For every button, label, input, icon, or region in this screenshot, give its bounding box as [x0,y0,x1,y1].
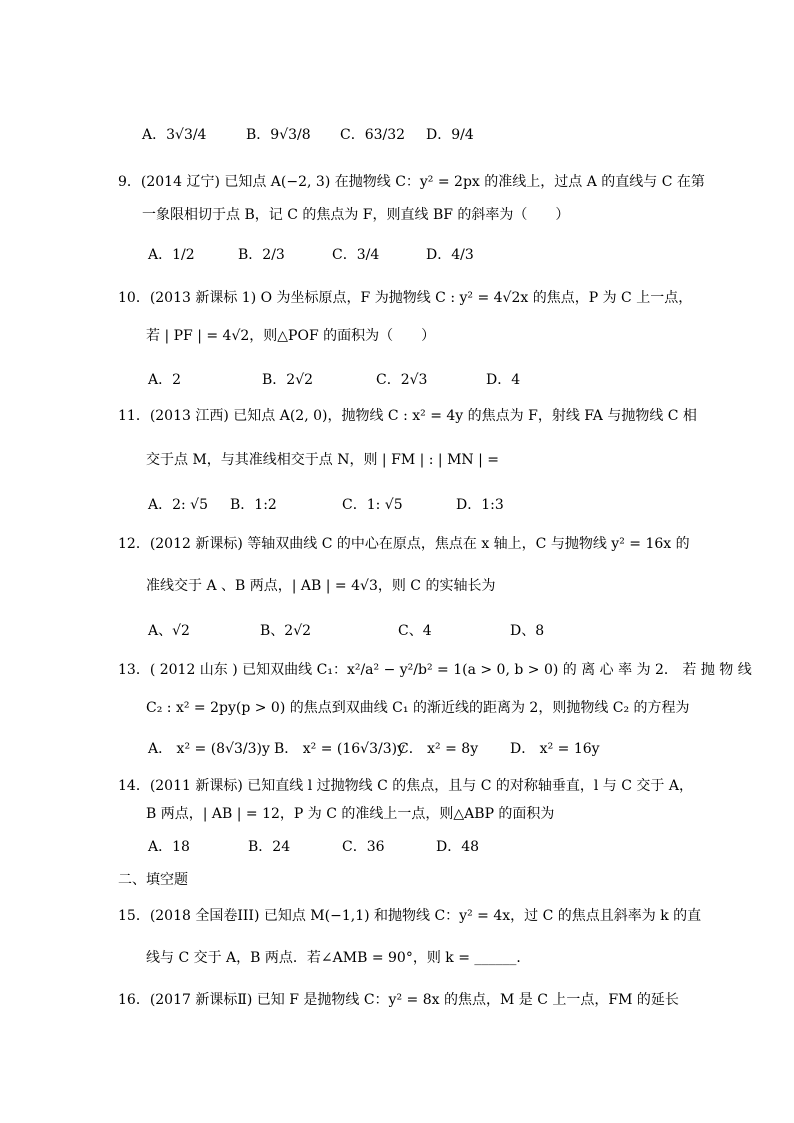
q10-option-b: B．2√2 [262,372,314,388]
q9-line2: 一象限相切于点 B，记 C 的焦点为 F，则直线 BF 的斜率为（ ） [142,207,570,223]
q12-line2: 准线交于 A 、B 两点，| AB | = 4√3，则 C 的实轴长为 [146,578,496,594]
q9-option-b: B．2/3 [238,247,285,263]
q12-option-a: A、√2 [148,623,190,639]
q12-option-c: C、4 [398,623,432,639]
q10-option-a: A．2 [148,372,182,388]
q14-option-b: B．24 [248,839,291,855]
q14-option-d: D．48 [436,839,480,855]
q10-line2: 若 | PF | = 4√2，则△POF 的面积为（ ） [146,328,436,344]
section-heading-fill-in: 二、填空题 [118,872,188,888]
q11-line1: 11．(2013 江西) 已知点 A(2, 0)，抛物线 C : x² = 4y 的焦点为 F，射线 FA 与抛物线 C 相 [118,408,697,424]
q8-options [142,118,702,150]
q8-option-a: A．3√3/4 [142,127,207,143]
q8-option-d: D．9/4 [426,127,474,143]
q15-line2: 线与 C 交于 A，B 两点．若∠AMB = 90°，则 k = ______． [146,950,531,966]
q15-line1: 15．(2018 全国卷III) 已知点 M(−1,1) 和抛物线 C：y² = 4x，过 C 的焦点且斜率为 k 的直 [118,908,702,924]
q9-line1: 9．(2014 辽宁) 已知点 A(−2, 3) 在抛物线 C：y² = 2px 的准线上，过点 A 的直线与 C 在第 [118,174,705,190]
q13-line2: C₂ : x² = 2py(p > 0) 的焦点到双曲线 C₁ 的渐近线的距离为 2，则抛物线 C₂ 的方程为 [146,700,690,716]
q10-option-d: D．4 [486,372,521,388]
q16-line1: 16．(2017 新课标Ⅱ) 已知 F 是抛物线 C：y² = 8x 的焦点，M 是 C 上一点，FM 的延长 [118,992,679,1008]
q11-option-d: D．1:3 [456,497,504,513]
q11-option-a: A．2: √5 [148,497,209,513]
q12-options [148,620,708,642]
q10-options [148,369,708,391]
q14-line1: 14．(2011 新课标) 已知直线 l 过抛物线 C 的焦点，且与 C 的对称轴垂直，l 与 C 交于 A， [118,778,693,794]
q8-option-c: C．63/32 [340,127,406,143]
q9-option-a: A．1/2 [148,247,195,263]
q10-line1: 10．(2013 新课标 1) O 为坐标原点，F 为抛物线 C : y² = 4√2x 的焦点，P 为 C 上一点， [118,290,693,306]
q13-option-c: C． x² = 8y [398,741,479,757]
q11-option-b: B．1:2 [230,497,277,513]
q13-option-b: B． x² = (16√3/3)y [274,741,405,757]
q8-option-b: B．9√3/8 [246,127,311,143]
q12-line1: 12．(2012 新课标) 等轴双曲线 C 的中心在原点，焦点在 x 轴上，C 与抛物线 y² = 16x 的 [118,536,690,552]
q13-option-a: A． x² = (8√3/3)y [148,741,270,757]
q10-option-c: C．2√3 [376,372,428,388]
q11-line2: 交于点 M，与其准线相交于点 N，则 | FM | : | MN | = [146,452,500,468]
q9-options [148,244,708,268]
q14-option-a: A．18 [148,839,190,855]
q13-line1: 13．( 2012 山东 ) 已知双曲线 C₁：x²/a² − y²/b² = 1(a > 0, b > 0) 的 离 心 率 为 2． 若 抛 物 线 [118,662,752,678]
q14-line2: B 两点，| AB | = 12，P 为 C 的准线上一点，则△ABP 的面积为 [146,806,555,822]
q9-option-d: D．4/3 [426,247,474,263]
q14-option-c: C．36 [342,839,385,855]
q12-option-d: D、8 [510,623,545,639]
q14-options [148,836,708,858]
q9-option-c: C．3/4 [332,247,380,263]
q12-option-b: B、2√2 [260,623,312,639]
q11-option-c: C．1: √5 [342,497,403,513]
q11-options [148,494,708,516]
q13-option-d: D． x² = 16y [510,741,600,757]
q13-options [148,738,708,762]
